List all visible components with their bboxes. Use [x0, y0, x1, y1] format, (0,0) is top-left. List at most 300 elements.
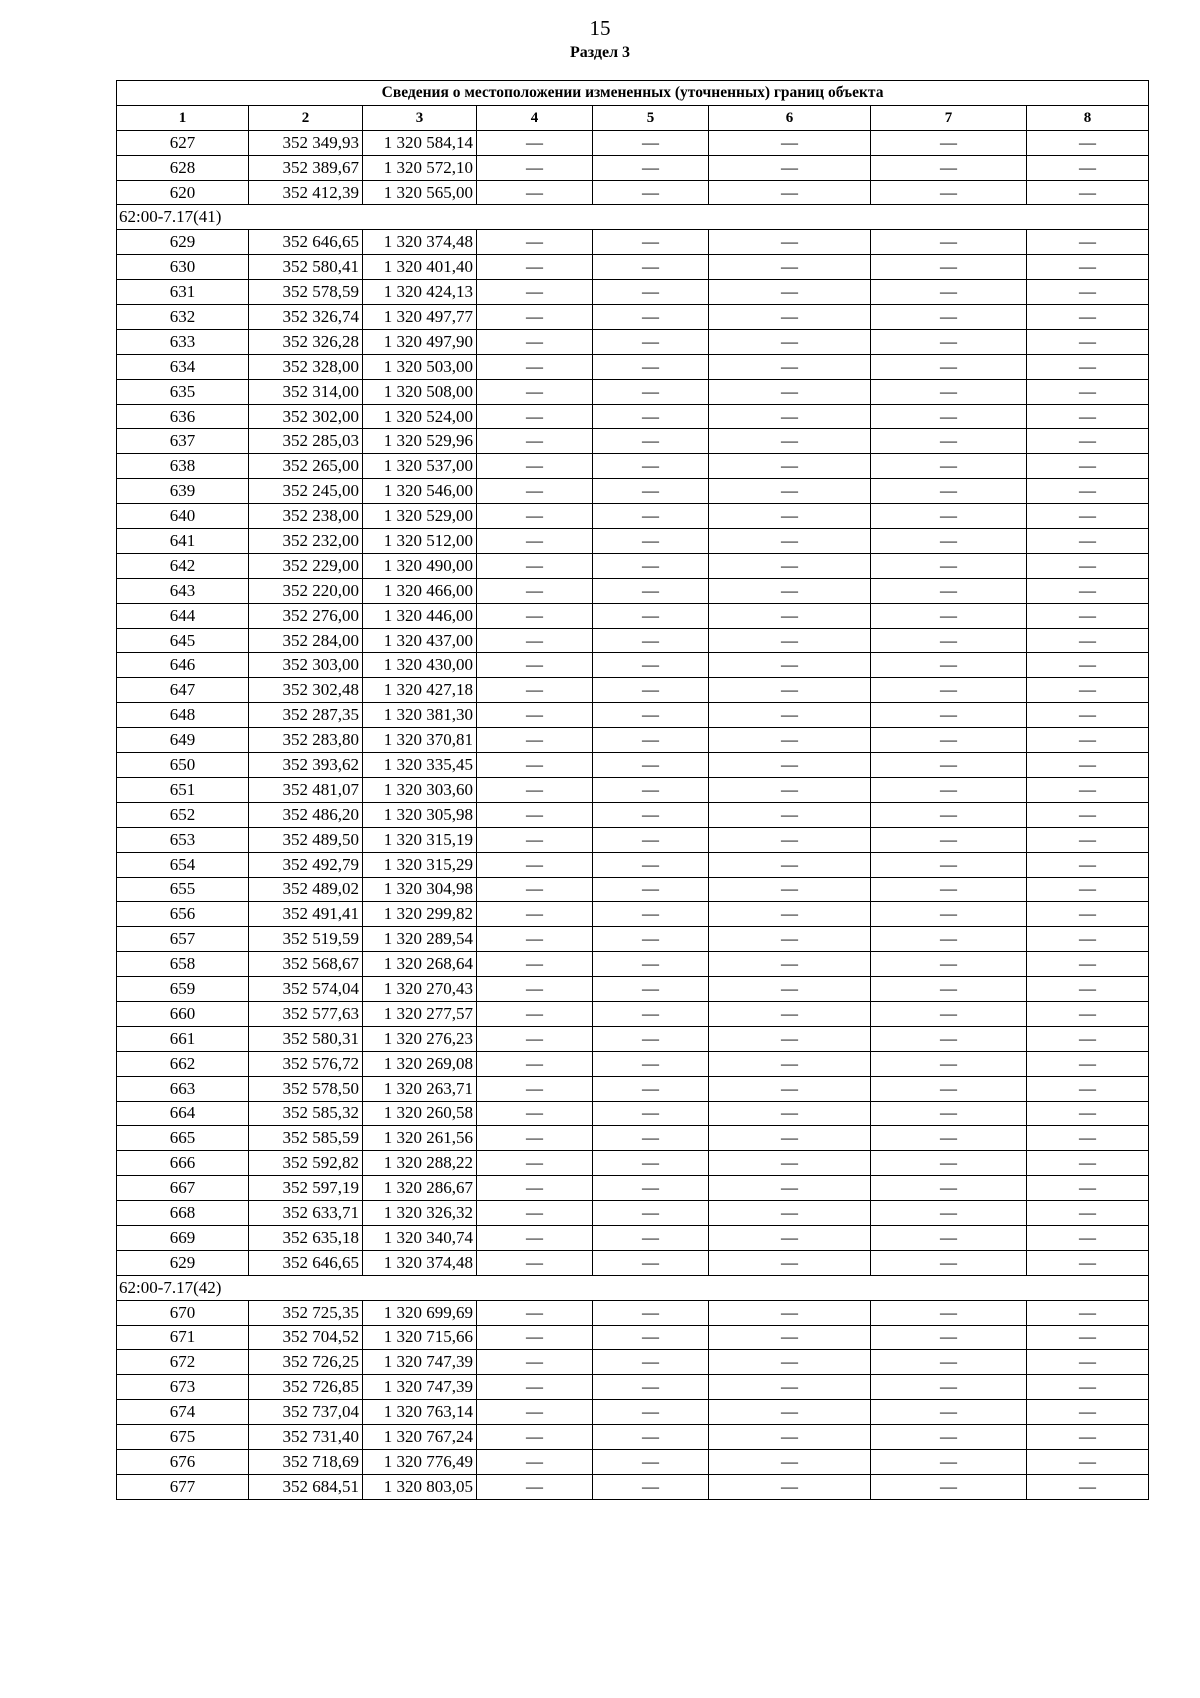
empty-value-dash: — — [593, 728, 709, 753]
y-coordinate-cell: 1 320 584,14 — [363, 130, 477, 155]
table-row — [117, 827, 1149, 852]
table-row — [117, 404, 1149, 429]
empty-value-dash: — — [871, 379, 1027, 404]
empty-value-dash: — — [593, 379, 709, 404]
empty-value-dash: — — [1027, 1300, 1149, 1325]
point-number-cell: 630 — [117, 255, 249, 280]
empty-value-dash: — — [871, 305, 1027, 330]
y-coordinate-cell: 1 320 512,00 — [363, 529, 477, 554]
table-row — [117, 429, 1149, 454]
empty-value-dash: — — [593, 603, 709, 628]
table-row — [117, 130, 1149, 155]
y-coordinate-cell: 1 320 270,43 — [363, 977, 477, 1002]
y-coordinate-cell: 1 320 401,40 — [363, 255, 477, 280]
point-number-cell: 666 — [117, 1151, 249, 1176]
x-coordinate-cell: 352 585,59 — [249, 1126, 363, 1151]
table-row — [117, 230, 1149, 255]
empty-value-dash: — — [1027, 553, 1149, 578]
empty-value-dash: — — [477, 1151, 593, 1176]
column-header: 7 — [871, 105, 1027, 130]
empty-value-dash: — — [709, 1126, 871, 1151]
empty-value-dash: — — [1027, 1026, 1149, 1051]
point-number-cell: 628 — [117, 155, 249, 180]
empty-value-dash: — — [593, 155, 709, 180]
empty-value-dash: — — [477, 1101, 593, 1126]
y-coordinate-cell: 1 320 370,81 — [363, 728, 477, 753]
table-row — [117, 1250, 1149, 1275]
empty-value-dash: — — [1027, 379, 1149, 404]
empty-value-dash: — — [871, 553, 1027, 578]
x-coordinate-cell: 352 220,00 — [249, 578, 363, 603]
empty-value-dash: — — [477, 553, 593, 578]
point-number-cell: 653 — [117, 827, 249, 852]
y-coordinate-cell: 1 320 529,96 — [363, 429, 477, 454]
empty-value-dash: — — [1027, 1449, 1149, 1474]
table-row — [117, 902, 1149, 927]
point-number-cell: 665 — [117, 1126, 249, 1151]
point-number-cell: 658 — [117, 952, 249, 977]
empty-value-dash: — — [871, 578, 1027, 603]
empty-value-dash: — — [477, 777, 593, 802]
point-number-cell: 645 — [117, 628, 249, 653]
empty-value-dash: — — [1027, 628, 1149, 653]
x-coordinate-cell: 352 486,20 — [249, 802, 363, 827]
empty-value-dash: — — [709, 354, 871, 379]
empty-value-dash: — — [1027, 479, 1149, 504]
x-coordinate-cell: 352 326,28 — [249, 329, 363, 354]
x-coordinate-cell: 352 489,02 — [249, 877, 363, 902]
empty-value-dash: — — [1027, 1051, 1149, 1076]
empty-value-dash: — — [593, 1026, 709, 1051]
y-coordinate-cell: 1 320 315,19 — [363, 827, 477, 852]
empty-value-dash: — — [709, 703, 871, 728]
empty-value-dash: — — [709, 1449, 871, 1474]
empty-value-dash: — — [593, 354, 709, 379]
empty-value-dash: — — [709, 1176, 871, 1201]
y-coordinate-cell: 1 320 305,98 — [363, 802, 477, 827]
empty-value-dash: — — [709, 230, 871, 255]
point-number-cell: 661 — [117, 1026, 249, 1051]
y-coordinate-cell: 1 320 427,18 — [363, 678, 477, 703]
empty-value-dash: — — [477, 429, 593, 454]
empty-value-dash: — — [477, 1051, 593, 1076]
table-row — [117, 479, 1149, 504]
table-row — [117, 1151, 1149, 1176]
empty-value-dash: — — [477, 479, 593, 504]
empty-value-dash: — — [871, 802, 1027, 827]
empty-value-dash: — — [1027, 802, 1149, 827]
empty-value-dash: — — [709, 255, 871, 280]
empty-value-dash: — — [709, 852, 871, 877]
table-row — [117, 1051, 1149, 1076]
empty-value-dash: — — [477, 1375, 593, 1400]
empty-value-dash: — — [1027, 1076, 1149, 1101]
x-coordinate-cell: 352 302,00 — [249, 404, 363, 429]
x-coordinate-cell: 352 265,00 — [249, 454, 363, 479]
empty-value-dash: — — [477, 1449, 593, 1474]
empty-value-dash: — — [709, 529, 871, 554]
empty-value-dash: — — [709, 653, 871, 678]
empty-value-dash: — — [477, 255, 593, 280]
empty-value-dash: — — [593, 130, 709, 155]
empty-value-dash: — — [477, 578, 593, 603]
empty-value-dash: — — [1027, 753, 1149, 778]
empty-value-dash: — — [593, 1076, 709, 1101]
empty-value-dash: — — [593, 479, 709, 504]
empty-value-dash: — — [871, 1126, 1027, 1151]
table-caption-row — [117, 81, 1149, 106]
empty-value-dash: — — [593, 1449, 709, 1474]
empty-value-dash: — — [477, 1350, 593, 1375]
point-number-cell: 669 — [117, 1225, 249, 1250]
empty-value-dash: — — [477, 628, 593, 653]
empty-value-dash: — — [477, 753, 593, 778]
empty-value-dash: — — [1027, 678, 1149, 703]
empty-value-dash: — — [593, 753, 709, 778]
y-coordinate-cell: 1 320 263,71 — [363, 1076, 477, 1101]
empty-value-dash: — — [871, 603, 1027, 628]
point-number-cell: 677 — [117, 1474, 249, 1499]
empty-value-dash: — — [593, 902, 709, 927]
empty-value-dash: — — [871, 977, 1027, 1002]
empty-value-dash: — — [1027, 1151, 1149, 1176]
x-coordinate-cell: 352 393,62 — [249, 753, 363, 778]
point-number-cell: 663 — [117, 1076, 249, 1101]
point-number-cell: 620 — [117, 180, 249, 205]
x-coordinate-cell: 352 314,00 — [249, 379, 363, 404]
table-row — [117, 155, 1149, 180]
x-coordinate-cell: 352 481,07 — [249, 777, 363, 802]
point-number-cell: 634 — [117, 354, 249, 379]
table-row — [117, 255, 1149, 280]
table-row — [117, 753, 1149, 778]
empty-value-dash: — — [477, 977, 593, 1002]
point-number-cell: 655 — [117, 877, 249, 902]
empty-value-dash: — — [593, 1201, 709, 1226]
empty-value-dash: — — [1027, 1201, 1149, 1226]
x-coordinate-cell: 352 578,50 — [249, 1076, 363, 1101]
empty-value-dash: — — [871, 180, 1027, 205]
empty-value-dash: — — [1027, 529, 1149, 554]
empty-value-dash: — — [1027, 504, 1149, 529]
y-coordinate-cell: 1 320 546,00 — [363, 479, 477, 504]
point-number-cell: 670 — [117, 1300, 249, 1325]
x-coordinate-cell: 352 283,80 — [249, 728, 363, 753]
x-coordinate-cell: 352 635,18 — [249, 1225, 363, 1250]
empty-value-dash: — — [871, 1151, 1027, 1176]
empty-value-dash: — — [1027, 180, 1149, 205]
point-number-cell: 639 — [117, 479, 249, 504]
point-number-cell: 652 — [117, 802, 249, 827]
table-row — [117, 603, 1149, 628]
empty-value-dash: — — [871, 852, 1027, 877]
table-body — [117, 130, 1149, 1499]
x-coordinate-cell: 352 684,51 — [249, 1474, 363, 1499]
table-row — [117, 802, 1149, 827]
table-row — [117, 1076, 1149, 1101]
point-number-cell: 647 — [117, 678, 249, 703]
empty-value-dash: — — [477, 305, 593, 330]
empty-value-dash: — — [709, 329, 871, 354]
x-coordinate-cell: 352 276,00 — [249, 603, 363, 628]
empty-value-dash: — — [871, 1026, 1027, 1051]
empty-value-dash: — — [477, 927, 593, 952]
y-coordinate-cell: 1 320 446,00 — [363, 603, 477, 628]
y-coordinate-cell: 1 320 524,00 — [363, 404, 477, 429]
point-number-cell: 664 — [117, 1101, 249, 1126]
table-row — [117, 1350, 1149, 1375]
empty-value-dash: — — [593, 578, 709, 603]
x-coordinate-cell: 352 576,72 — [249, 1051, 363, 1076]
empty-value-dash: — — [593, 230, 709, 255]
empty-value-dash: — — [1027, 1176, 1149, 1201]
y-coordinate-cell: 1 320 490,00 — [363, 553, 477, 578]
empty-value-dash: — — [1027, 329, 1149, 354]
table-row — [117, 578, 1149, 603]
table-row — [117, 1026, 1149, 1051]
empty-value-dash: — — [1027, 1474, 1149, 1499]
point-number-cell: 637 — [117, 429, 249, 454]
point-number-cell: 633 — [117, 329, 249, 354]
empty-value-dash: — — [593, 1051, 709, 1076]
table-row — [117, 1225, 1149, 1250]
x-coordinate-cell: 352 491,41 — [249, 902, 363, 927]
empty-value-dash: — — [1027, 852, 1149, 877]
y-coordinate-cell: 1 320 260,58 — [363, 1101, 477, 1126]
empty-value-dash: — — [593, 1176, 709, 1201]
x-coordinate-cell: 352 519,59 — [249, 927, 363, 952]
empty-value-dash: — — [593, 1325, 709, 1350]
x-coordinate-cell: 352 568,67 — [249, 952, 363, 977]
y-coordinate-cell: 1 320 315,29 — [363, 852, 477, 877]
point-number-cell: 646 — [117, 653, 249, 678]
empty-value-dash: — — [709, 1225, 871, 1250]
x-coordinate-cell: 352 489,50 — [249, 827, 363, 852]
x-coordinate-cell: 352 725,35 — [249, 1300, 363, 1325]
empty-value-dash: — — [477, 1026, 593, 1051]
empty-value-dash: — — [1027, 827, 1149, 852]
empty-value-dash: — — [1027, 280, 1149, 305]
x-coordinate-cell: 352 646,65 — [249, 230, 363, 255]
empty-value-dash: — — [871, 1375, 1027, 1400]
empty-value-dash: — — [871, 628, 1027, 653]
table-row — [117, 1400, 1149, 1425]
point-number-cell: 640 — [117, 504, 249, 529]
y-coordinate-cell: 1 320 466,00 — [363, 578, 477, 603]
empty-value-dash: — — [871, 1201, 1027, 1226]
empty-value-dash: — — [871, 354, 1027, 379]
empty-value-dash: — — [593, 1375, 709, 1400]
empty-value-dash: — — [871, 255, 1027, 280]
table-row — [117, 1375, 1149, 1400]
empty-value-dash: — — [593, 678, 709, 703]
y-coordinate-cell: 1 320 715,66 — [363, 1325, 477, 1350]
empty-value-dash: — — [1027, 603, 1149, 628]
empty-value-dash: — — [871, 479, 1027, 504]
x-coordinate-cell: 352 238,00 — [249, 504, 363, 529]
x-coordinate-cell: 352 389,67 — [249, 155, 363, 180]
point-number-cell: 644 — [117, 603, 249, 628]
empty-value-dash: — — [871, 529, 1027, 554]
point-number-cell: 671 — [117, 1325, 249, 1350]
table-row — [117, 852, 1149, 877]
empty-value-dash: — — [477, 603, 593, 628]
table-row — [117, 728, 1149, 753]
empty-value-dash: — — [593, 827, 709, 852]
x-coordinate-cell: 352 303,00 — [249, 653, 363, 678]
point-number-cell: 674 — [117, 1400, 249, 1425]
empty-value-dash: — — [871, 1425, 1027, 1450]
y-coordinate-cell: 1 320 572,10 — [363, 155, 477, 180]
empty-value-dash: — — [1027, 927, 1149, 952]
table-row — [117, 280, 1149, 305]
table-caption: Сведения о местоположении измененных (уточненных) границ объекта — [117, 81, 1149, 106]
table-row — [117, 927, 1149, 952]
empty-value-dash: — — [709, 952, 871, 977]
table-row — [117, 504, 1149, 529]
empty-value-dash: — — [709, 777, 871, 802]
x-coordinate-cell: 352 633,71 — [249, 1201, 363, 1226]
empty-value-dash: — — [477, 852, 593, 877]
empty-value-dash: — — [1027, 777, 1149, 802]
empty-value-dash: — — [1027, 653, 1149, 678]
empty-value-dash: — — [871, 753, 1027, 778]
x-coordinate-cell: 352 229,00 — [249, 553, 363, 578]
empty-value-dash: — — [709, 877, 871, 902]
empty-value-dash: — — [709, 504, 871, 529]
empty-value-dash: — — [871, 429, 1027, 454]
table-row — [117, 1300, 1149, 1325]
x-coordinate-cell: 352 731,40 — [249, 1425, 363, 1450]
x-coordinate-cell: 352 412,39 — [249, 180, 363, 205]
empty-value-dash: — — [709, 1101, 871, 1126]
empty-value-dash: — — [871, 877, 1027, 902]
x-coordinate-cell: 352 592,82 — [249, 1151, 363, 1176]
empty-value-dash: — — [709, 454, 871, 479]
empty-value-dash: — — [593, 454, 709, 479]
point-number-cell: 650 — [117, 753, 249, 778]
point-number-cell: 673 — [117, 1375, 249, 1400]
empty-value-dash: — — [871, 1325, 1027, 1350]
empty-value-dash: — — [709, 180, 871, 205]
table-row — [117, 180, 1149, 205]
empty-value-dash: — — [1027, 1225, 1149, 1250]
empty-value-dash: — — [1027, 1250, 1149, 1275]
empty-value-dash: — — [1027, 305, 1149, 330]
empty-value-dash: — — [477, 1325, 593, 1350]
empty-value-dash: — — [477, 155, 593, 180]
x-coordinate-cell: 352 492,79 — [249, 852, 363, 877]
empty-value-dash: — — [1027, 952, 1149, 977]
point-number-cell: 654 — [117, 852, 249, 877]
empty-value-dash: — — [871, 952, 1027, 977]
x-coordinate-cell: 352 232,00 — [249, 529, 363, 554]
empty-value-dash: — — [593, 553, 709, 578]
empty-value-dash: — — [593, 280, 709, 305]
empty-value-dash: — — [593, 504, 709, 529]
empty-value-dash: — — [477, 678, 593, 703]
table-row — [117, 1101, 1149, 1126]
empty-value-dash: — — [871, 653, 1027, 678]
column-header: 4 — [477, 105, 593, 130]
empty-value-dash: — — [477, 529, 593, 554]
y-coordinate-cell: 1 320 261,56 — [363, 1126, 477, 1151]
empty-value-dash: — — [871, 155, 1027, 180]
empty-value-dash: — — [593, 877, 709, 902]
point-number-cell: 635 — [117, 379, 249, 404]
table-row — [117, 1176, 1149, 1201]
empty-value-dash: — — [709, 1300, 871, 1325]
point-number-cell: 675 — [117, 1425, 249, 1450]
empty-value-dash: — — [709, 628, 871, 653]
y-coordinate-cell: 1 320 286,67 — [363, 1176, 477, 1201]
point-number-cell: 629 — [117, 230, 249, 255]
empty-value-dash: — — [593, 1400, 709, 1425]
point-number-cell: 643 — [117, 578, 249, 603]
x-coordinate-cell: 352 737,04 — [249, 1400, 363, 1425]
y-coordinate-cell: 1 320 374,48 — [363, 230, 477, 255]
y-coordinate-cell: 1 320 747,39 — [363, 1375, 477, 1400]
y-coordinate-cell: 1 320 763,14 — [363, 1400, 477, 1425]
boundary-coordinates-table — [116, 80, 1149, 1500]
table-row — [117, 1474, 1149, 1499]
empty-value-dash: — — [1027, 404, 1149, 429]
point-number-cell: 668 — [117, 1201, 249, 1226]
empty-value-dash: — — [871, 130, 1027, 155]
empty-value-dash: — — [709, 1051, 871, 1076]
table-row — [117, 977, 1149, 1002]
x-coordinate-cell: 352 285,03 — [249, 429, 363, 454]
y-coordinate-cell: 1 320 304,98 — [363, 877, 477, 902]
y-coordinate-cell: 1 320 430,00 — [363, 653, 477, 678]
y-coordinate-cell: 1 320 268,64 — [363, 952, 477, 977]
empty-value-dash: — — [1027, 230, 1149, 255]
table-row — [117, 628, 1149, 653]
empty-value-dash: — — [709, 305, 871, 330]
empty-value-dash: — — [477, 1474, 593, 1499]
empty-value-dash: — — [477, 1300, 593, 1325]
point-number-cell: 629 — [117, 1250, 249, 1275]
empty-value-dash: — — [1027, 728, 1149, 753]
point-number-cell: 667 — [117, 1176, 249, 1201]
empty-value-dash: — — [871, 927, 1027, 952]
empty-value-dash: — — [871, 1225, 1027, 1250]
x-coordinate-cell: 352 580,41 — [249, 255, 363, 280]
empty-value-dash: — — [871, 1400, 1027, 1425]
y-coordinate-cell: 1 320 374,48 — [363, 1250, 477, 1275]
empty-value-dash: — — [593, 429, 709, 454]
y-coordinate-cell: 1 320 565,00 — [363, 180, 477, 205]
empty-value-dash: — — [709, 977, 871, 1002]
empty-value-dash: — — [871, 1449, 1027, 1474]
x-coordinate-cell: 352 574,04 — [249, 977, 363, 1002]
y-coordinate-cell: 1 320 767,24 — [363, 1425, 477, 1450]
empty-value-dash: — — [871, 1474, 1027, 1499]
empty-value-dash: — — [593, 703, 709, 728]
x-coordinate-cell: 352 726,25 — [249, 1350, 363, 1375]
empty-value-dash: — — [1027, 429, 1149, 454]
empty-value-dash: — — [709, 280, 871, 305]
empty-value-dash: — — [477, 1176, 593, 1201]
empty-value-dash: — — [477, 703, 593, 728]
point-number-cell: 642 — [117, 553, 249, 578]
empty-value-dash: — — [593, 1225, 709, 1250]
empty-value-dash: — — [709, 927, 871, 952]
y-coordinate-cell: 1 320 497,90 — [363, 329, 477, 354]
empty-value-dash: — — [477, 454, 593, 479]
group-label: 62:00-7.17(41) — [117, 205, 1149, 230]
y-coordinate-cell: 1 320 276,23 — [363, 1026, 477, 1051]
